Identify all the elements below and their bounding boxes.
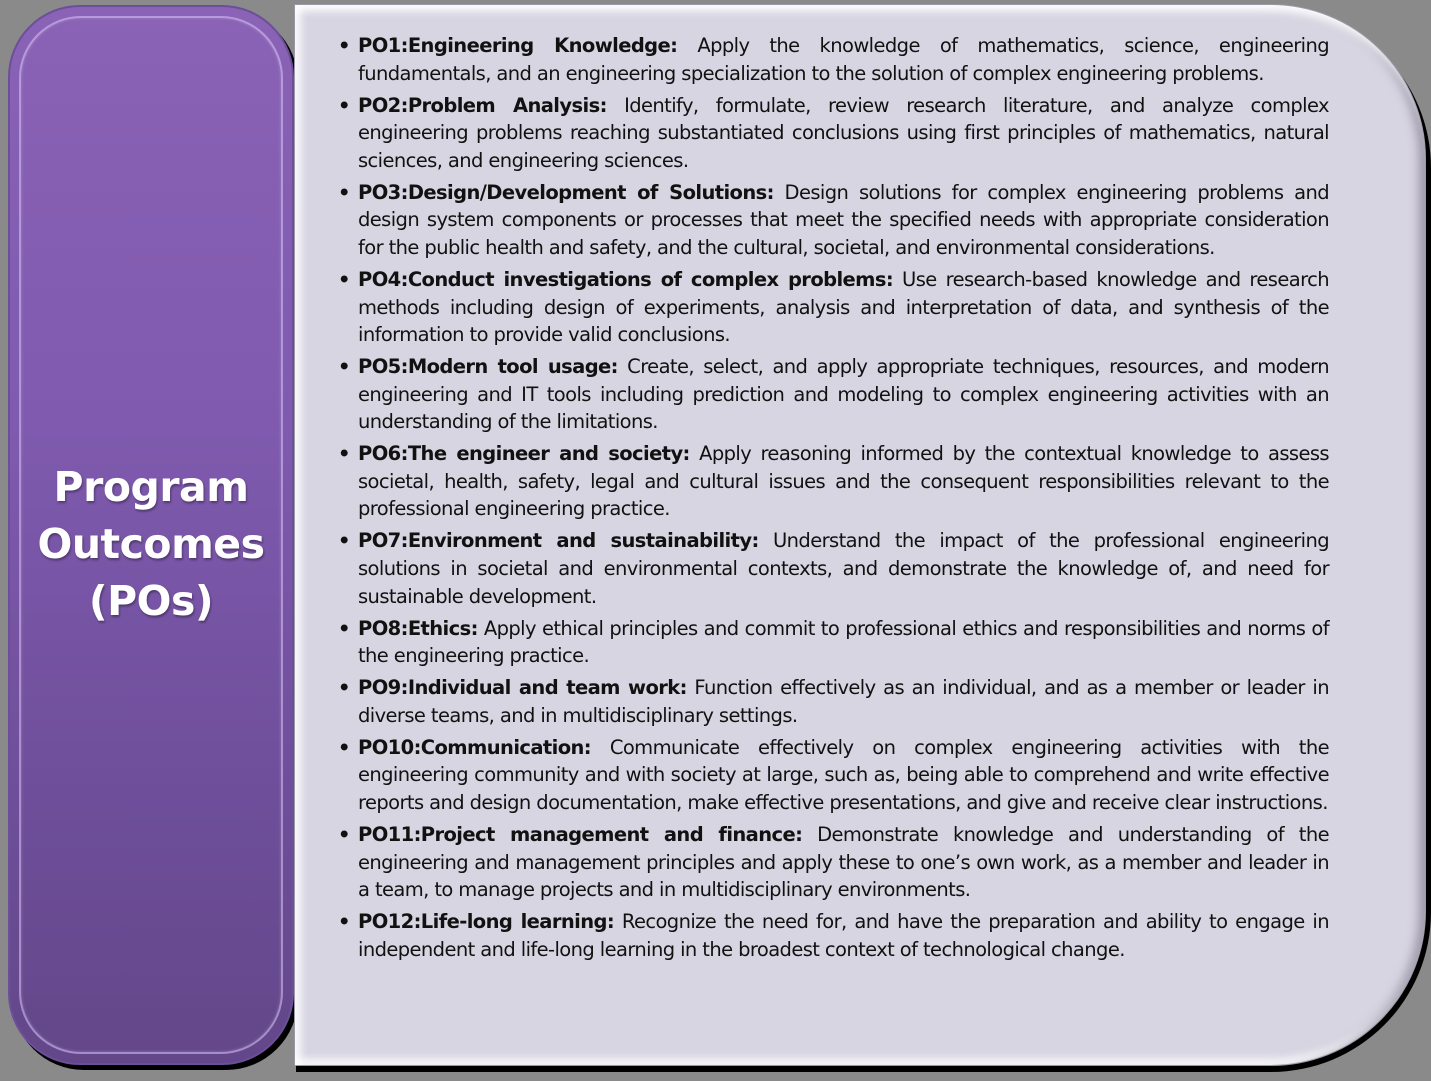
po-item-7 (336, 527, 1329, 610)
title-line-3: (POs) (88, 577, 214, 625)
bullet-icon: • (338, 355, 350, 379)
po-description: Function effectively as an individual, and as a member or leader in diverse teams, and in multidisciplinary settings. (358, 676, 1329, 727)
po-description: Apply reasoning informed by the contextual knowledge to assess societal, health, safety, legal and cultural issues and the consequent responsibilities relevant to the professional engineering practice. (358, 442, 1329, 521)
po-title: PO9:Individual and team work: (358, 676, 687, 700)
bullet-icon: • (338, 676, 350, 700)
po-item-10 (336, 734, 1329, 817)
po-title: PO4:Conduct investigations of complex problems: (358, 267, 894, 291)
bullet-icon: • (338, 34, 350, 57)
po-title: PO8:Ethics: (358, 616, 478, 640)
bullet-icon: • (338, 267, 350, 291)
bullet-icon: • (338, 735, 350, 759)
po-title: PO7:Environment and sustainability: (358, 529, 759, 553)
po-title: PO12:Life-long learning: (358, 910, 615, 934)
po-description: Use research-based knowledge and research methods including design of experiments, analysis and interpretation of data, and synthesis of the information to provide valid conclusions. (358, 267, 1329, 347)
program-outcomes-list (336, 32, 1329, 968)
po-title: PO6:The engineer and society: (358, 442, 690, 466)
po-item-9 (336, 674, 1329, 729)
po-title: PO3:Design/Development of Solutions: (358, 180, 774, 204)
bullet-icon: • (338, 616, 350, 640)
po-title: PO10:Communication: (358, 735, 591, 759)
po-item-1 (336, 32, 1329, 87)
po-description: Communicate effectively on complex engineering activities with the engineering community and with society at large, such as, being able to comprehend and write effective reports and design documentation, make effective presentations, and give and receive clear instructions. (358, 735, 1329, 814)
title-line-2: Outcomes (37, 520, 265, 568)
bullet-icon: • (338, 910, 350, 934)
po-description: Demonstrate knowledge and understanding of the engineering and management principles and apply these to one’s own work, as a member and leader in a team, to manage projects and in multidisciplinary environments. (358, 822, 1329, 902)
po-item-5 (336, 353, 1329, 436)
po-description: Recognize the need for, and have the preparation and ability to engage in independent and life-long learning in the broadest context of technological change. (358, 910, 1329, 961)
bullet-icon: • (338, 822, 350, 846)
po-title: PO5:Modern tool usage: (358, 355, 618, 379)
po-item-2 (336, 92, 1329, 175)
title-line-1: Program (53, 463, 249, 511)
panel-title (10, 459, 292, 630)
po-description: Design solutions for complex engineering problems and design system components or processes that meet the specified needs with appropriate consideration for the public health and safety, and the cultural, societal, and environmental considerations. (358, 180, 1329, 259)
bullet-icon: • (338, 180, 350, 204)
po-description: Apply the knowledge of mathematics, science, engineering fundamentals, and an engineering specialization to the solution of complex engineering problems. (358, 34, 1330, 85)
po-item-6 (336, 440, 1329, 523)
po-item-4 (336, 266, 1329, 349)
po-title: PO11:Project management and finance: (358, 822, 803, 846)
po-description: Apply ethical principles and commit to professional ethics and responsibilities and norms of the engineering practice. (358, 616, 1329, 668)
po-description: Identify, formulate, review research literature, and analyze complex engineering problems reaching substantiated conclusions using first principles of mathematics, natural sciences, and engineering sciences. (358, 93, 1329, 172)
bullet-icon: • (338, 529, 350, 553)
bullet-icon: • (338, 93, 350, 117)
po-item-12 (336, 908, 1329, 963)
bullet-icon: • (338, 442, 350, 466)
po-item-11 (336, 821, 1329, 904)
po-item-8 (336, 615, 1329, 670)
program-outcomes-heading-panel (8, 5, 294, 1065)
po-title: PO1:Engineering Knowledge: (358, 34, 678, 57)
po-description: Understand the impact of the professional engineering solutions in societal and environmental contexts, and demonstrate the knowledge of, and need for sustainable development. (358, 529, 1329, 608)
po-title: PO2:Problem Analysis: (358, 93, 607, 117)
po-description: Create, select, and apply appropriate techniques, resources, and modern engineering and IT tools including prediction and modeling to complex engineering activities with an understanding of the limitations. (358, 355, 1329, 434)
po-item-3 (336, 179, 1329, 262)
